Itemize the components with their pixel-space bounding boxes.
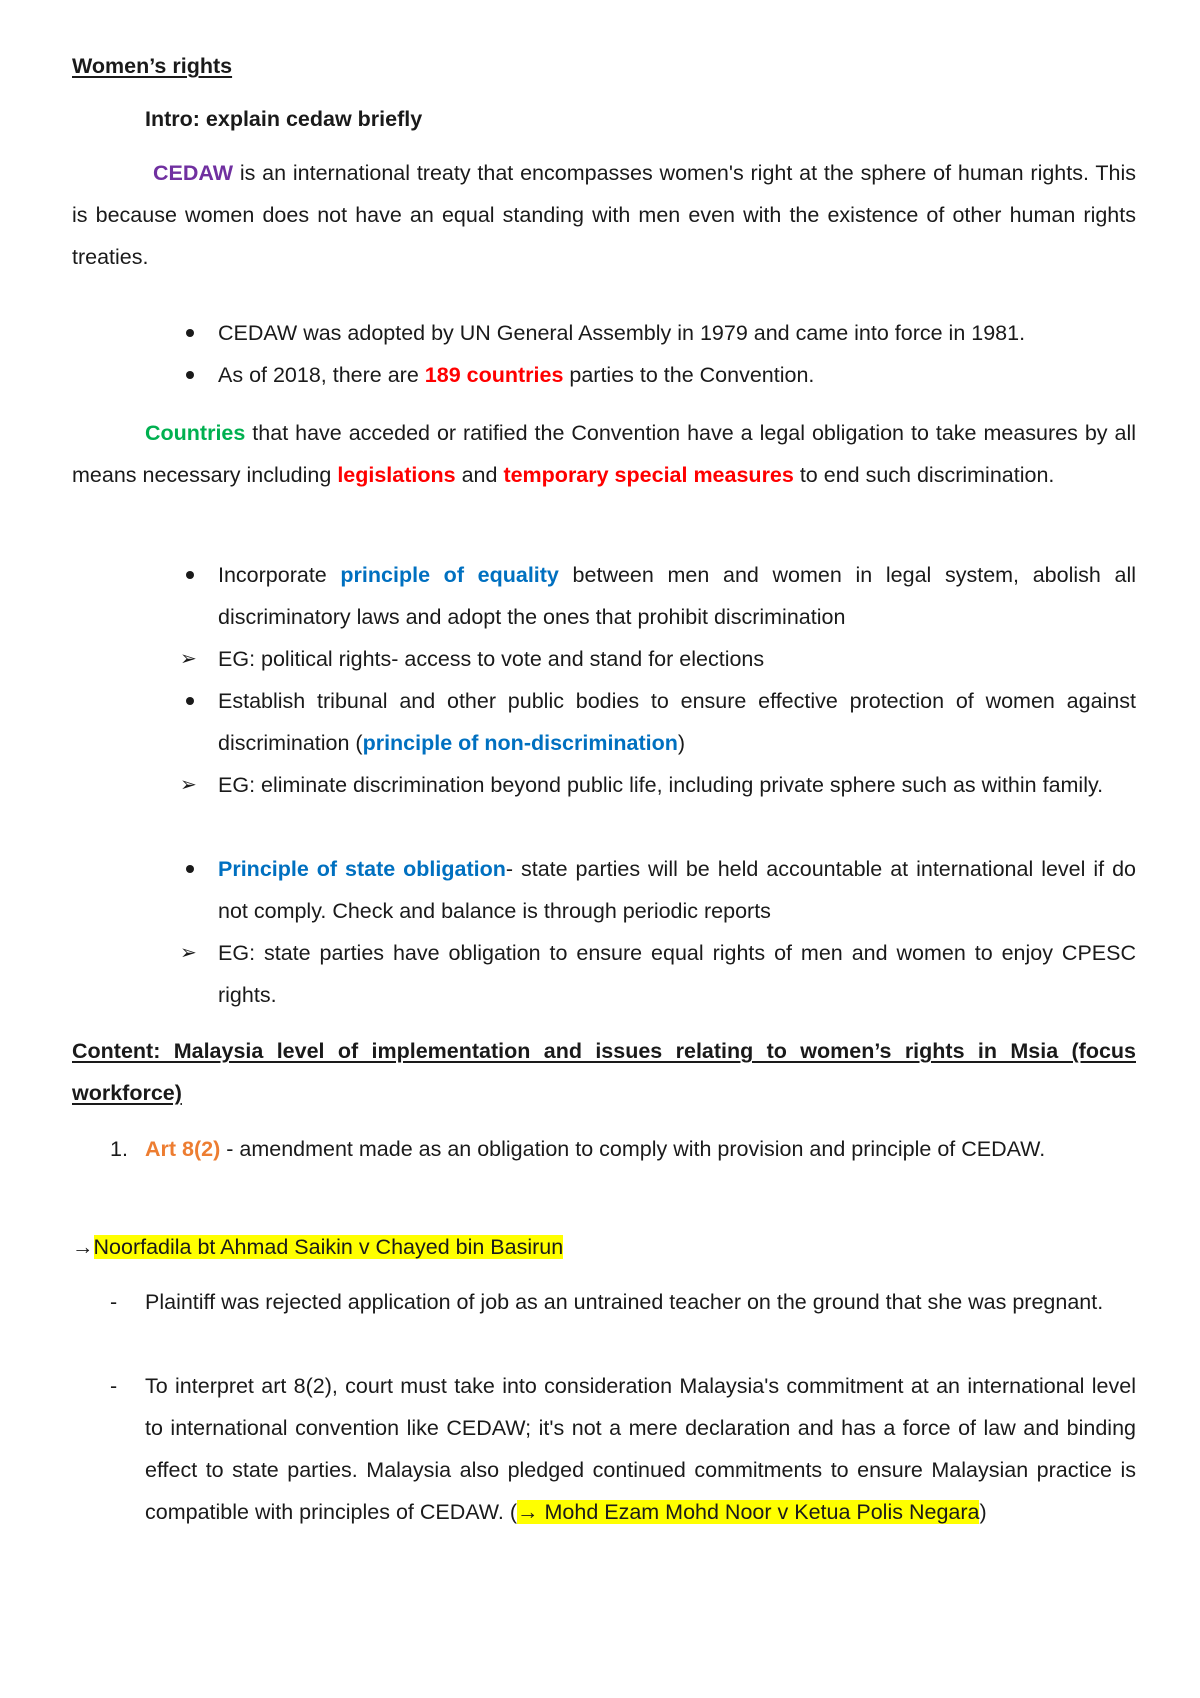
principle-of-non-discrimination: principle of non-discrimination bbox=[362, 731, 678, 755]
case-name: Mohd Ezam Mohd Noor v Ketua Polis Negara bbox=[538, 1500, 980, 1524]
countries-term: Countries bbox=[145, 421, 246, 445]
list-item: EG: political rights- access to vote and stand for elections bbox=[218, 647, 765, 671]
arrowhead-bullet-icon: ➢ bbox=[180, 942, 197, 964]
list-item bbox=[218, 848, 1136, 932]
paren-close: ) bbox=[979, 1500, 987, 1524]
numbered-item-text: - amendment made as an obligation to comply with provision and principle of CEDAW. bbox=[220, 1137, 1046, 1161]
obligation-paragraph bbox=[72, 412, 1136, 496]
principle-of-state-obligation: Principle of state obligation bbox=[218, 857, 506, 881]
right-arrow-icon: → bbox=[72, 1235, 94, 1259]
bullet-icon bbox=[186, 571, 194, 579]
case-reference bbox=[72, 1226, 1136, 1268]
list-item-text: Establish tribunal and other public bodies to ensure effective protection of women against discrimination ( bbox=[218, 689, 1136, 755]
principle-of-equality: principle of equality bbox=[340, 563, 559, 587]
arrowhead-bullet-icon: ➢ bbox=[180, 648, 197, 670]
list-item-text: To interpret art 8(2), court must take into consideration Malaysia's commitment at an international level to international convention like CEDAW; it's not a mere declaration and has a force of law and binding effect to state parties. Malaysia also pledged continued commitments to ensure Malaysian practice is compatible with principles of CEDAW. bbox=[145, 1374, 1136, 1524]
cedaw-term: CEDAW bbox=[153, 161, 234, 185]
intro-heading: Intro: explain cedaw briefly bbox=[145, 107, 423, 131]
list-item bbox=[218, 354, 1136, 396]
list-item-text: Incorporate bbox=[218, 563, 341, 587]
paragraph-text: and bbox=[455, 463, 504, 487]
list-item: EG: eliminate discrimination beyond public life, including private sphere such as within family. bbox=[218, 773, 1104, 797]
paren-open: ( bbox=[509, 1500, 518, 1524]
list-item bbox=[145, 1365, 1136, 1533]
dash-bullet: - bbox=[110, 1374, 118, 1398]
list-item-text: between men and women in legal system, abolish all discriminatory laws and adopt the ones that prohibit discrimination bbox=[218, 563, 1136, 629]
paragraph-text: that have acceded or ratified the Convention have a legal obligation to take measures by all means necessary including bbox=[72, 421, 1136, 487]
bullet-icon bbox=[186, 865, 194, 873]
legislations-term: legislations bbox=[337, 463, 456, 487]
right-arrow-icon: → bbox=[517, 1500, 539, 1524]
list-item-text: ) bbox=[677, 731, 686, 755]
bullet-icon bbox=[186, 329, 194, 337]
content-heading: Content: Malaysia level of implementation and issues relating to women’s rights in Msia (focus workforce) bbox=[72, 1039, 1136, 1105]
list-item-text: As of 2018, there are bbox=[218, 363, 425, 387]
list-item: CEDAW was adopted by UN General Assembly in 1979 and came into force in 1981. bbox=[218, 321, 1026, 345]
case-reference-highlight bbox=[517, 1500, 979, 1524]
list-item: EG: state parties have obligation to ensure equal rights of men and women to enjoy CPESC rights. bbox=[218, 941, 1136, 1007]
numbered-item bbox=[145, 1128, 1136, 1170]
highlight-189-countries: 189 countries bbox=[424, 363, 564, 387]
list-item bbox=[218, 680, 1136, 764]
intro-text: is an international treaty that encompasses women's right at the sphere of human rights. This is because women does not have an equal standing with men even with the existence of other human rights treaties. bbox=[72, 161, 1136, 269]
list-item bbox=[218, 554, 1136, 638]
list-item: Plaintiff was rejected application of job as an untrained teacher on the ground that she was pregnant. bbox=[145, 1290, 1104, 1314]
page-title: Women’s rights bbox=[72, 54, 233, 78]
list-number: 1. bbox=[110, 1137, 128, 1161]
arrowhead-bullet-icon: ➢ bbox=[180, 774, 197, 796]
dash-bullet: - bbox=[110, 1290, 118, 1314]
list-item-text: - state parties will be held accountable at international level if do not comply. Check and balance is through periodic reports bbox=[218, 857, 1136, 923]
list-item-text: parties to the Convention. bbox=[563, 363, 815, 387]
case-name: Noorfadila bt Ahmad Saikin v Chayed bin Basirun bbox=[93, 1235, 564, 1259]
art-8-2-label: Art 8(2) bbox=[145, 1137, 221, 1161]
paragraph-text: to end such discrimination. bbox=[793, 463, 1055, 487]
bullet-icon bbox=[186, 371, 194, 379]
bullet-icon bbox=[186, 697, 194, 705]
intro-paragraph bbox=[72, 152, 1136, 278]
temporary-special-measures-term: temporary special measures bbox=[503, 463, 794, 487]
